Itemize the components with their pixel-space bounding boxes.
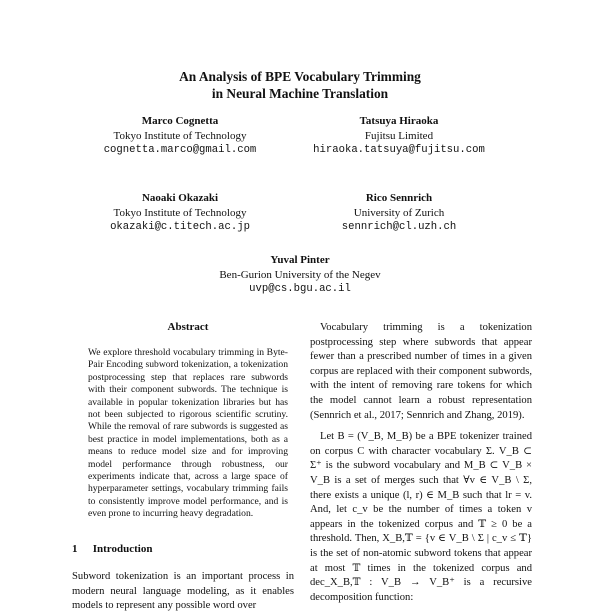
right-column-paragraph-1: Vocabulary trimming is a tokenization postprocessing step where subwords that appear fewer than a prescribed number of times in a given corpus are replaced with their component subwords, with the intent of removing rare tokens for which the model cannot learn a robust representation (Sennrich et al., 2017; Sennrich and Zhang, 2019). (310, 322, 532, 421)
author-block-3 (60, 191, 300, 235)
right-column (310, 321, 532, 612)
author-email[interactable]: okazaki@c.titech.ac.jp (110, 221, 250, 233)
author-name: Rico Sennrich (365, 192, 433, 204)
author-email[interactable]: uvp@cs.bgu.ac.il (249, 283, 351, 295)
abstract-text: We explore threshold vocabulary trimming in Byte-Pair Encoding subword tokenization, a tokenization postprocessing step that replaces rare subwords with their component subwords. The technique is available in popular tokenization libraries but has not been subjected to rigorous scientific scrutiny. While the removal of rare subwords is suggested as best practice in model implementations, both as a means to reduce model size and for improving model performance through robustness, our experiments indicate that, across a large space of hyperparameter settings, vocabulary trimming fails to consistently improve model performance, and is even prone to incurring heavy degradation. (88, 347, 288, 520)
paper-title (0, 68, 600, 102)
author-name: Yuval Pinter (270, 254, 330, 266)
author-name: Naoaki Okazaki (141, 192, 219, 204)
author-block-2 (279, 114, 519, 158)
author-block-4 (279, 191, 519, 235)
section-number: 1 (72, 543, 78, 555)
introduction-body (72, 570, 294, 614)
author-name: Tatsuya Hiraoka (359, 115, 439, 127)
title-line-2: in Neural Machine Translation (211, 86, 389, 101)
abstract-heading: Abstract (167, 321, 209, 333)
author-affiliation: Fujitsu Limited (364, 129, 434, 142)
author-email[interactable]: hiraoka.tatsuya@fujitsu.com (313, 144, 485, 156)
author-affiliation: Ben-Gurion University of the Negev (219, 268, 381, 281)
author-email[interactable]: sennrich@cl.uzh.ch (341, 221, 457, 233)
right-column-paragraph-2: Let B = (V_B, M_B) be a BPE tokenizer trained on corpus C with character vocabulary Σ. V_B ⊂ Σ⁺ is the subword vocabulary and M_B ⊂ V_B × V_B is a set of merges such that ∀v ∈ V_B \ Σ, there exists a unique (l, r) ∈ M_B such that lr = v. And, let c_v be the number of times a token v appears in the tokenized corpus and 𝕋 ≥ 0 be a threshold. Then, X_B,𝕋 = {v ∈ V_B \ Σ | c_v ≤ 𝕋} is the set of non-atomic subword tokens that appear at most 𝕋 times in the tokenized corpus and dec_X_B,𝕋 : V_B → V_B⁺ is a recursive decomposition function: (310, 431, 532, 603)
author-affiliation: Tokyo Institute of Technology (113, 206, 247, 219)
section-title: Introduction (92, 543, 153, 555)
author-affiliation: University of Zurich (353, 206, 445, 219)
author-block-5 (180, 253, 420, 297)
author-affiliation: Tokyo Institute of Technology (113, 129, 247, 142)
introduction-paragraph: Subword tokenization is an important process in modern neural language modeling, as it enables models to represent any possible word over (72, 571, 294, 611)
abstract-body (88, 347, 288, 521)
author-block-1 (60, 114, 300, 158)
section-heading-introduction (72, 543, 302, 555)
author-name: Marco Cognetta (141, 115, 219, 127)
title-line-1: An Analysis of BPE Vocabulary Trimming (179, 69, 421, 84)
author-email[interactable]: cognetta.marco@gmail.com (103, 144, 257, 156)
